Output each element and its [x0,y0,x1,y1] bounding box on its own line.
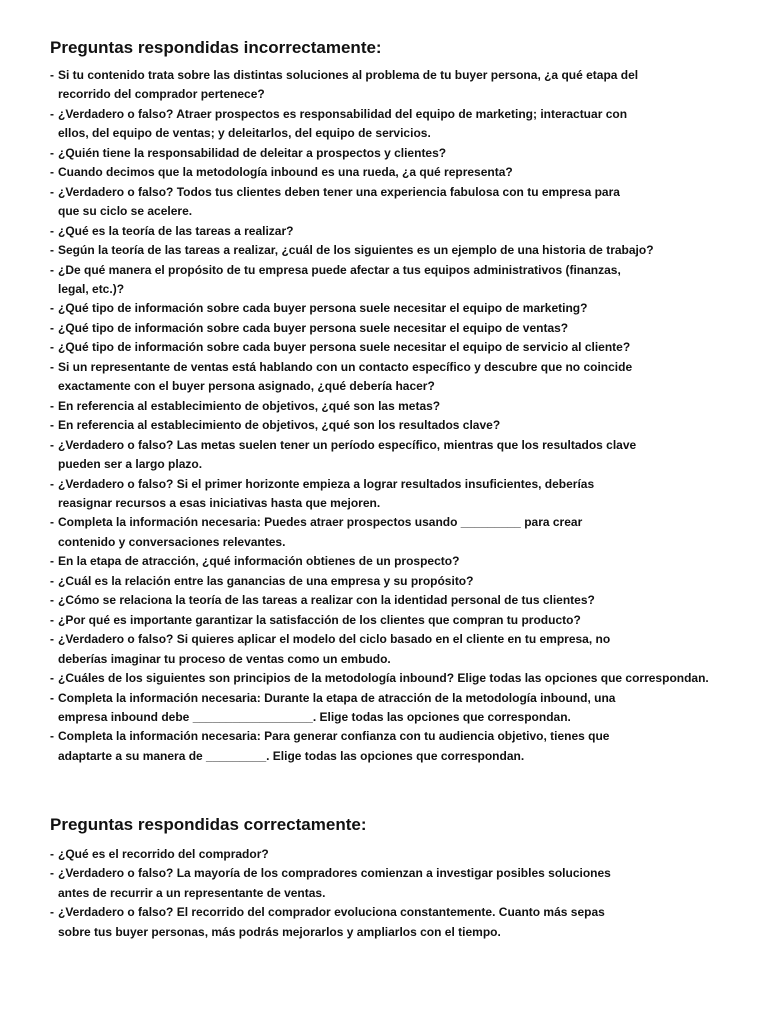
incorrect-questions-list [50,66,760,766]
question-item: - ¿Verdadero o falso? Todos tus clientes deben tener una experiencia fabulosa con tu empresa para que su ciclo se acelere. [50,183,760,222]
question-item: - ¿Verdadero o falso? El recorrido del comprador evoluciona constantemente. Cuanto más sepas sobre tus buyer personas, más podrás mejorarlos y ampliarlos con el tiempo. [50,903,760,942]
question-item: - ¿Qué tipo de información sobre cada buyer persona suele necesitar el equipo de marketing? [50,299,760,318]
question-item: - ¿Por qué es importante garantizar la satisfacción de los clientes que compran tu producto? [50,611,760,630]
question-item: - ¿Verdadero o falso? Si el primer horizonte empieza a lograr resultados insuficientes, deberías reasignar recursos a esas iniciativas hasta que mejoren. [50,475,760,514]
question-item: - Según la teoría de las tareas a realizar, ¿cuál de los siguientes es un ejemplo de una historia de trabajo? [50,241,760,260]
question-item: - ¿Verdadero o falso? Atraer prospectos es responsabilidad del equipo de marketing; interactuar con ellos, del equipo de ventas; y deleitarlos, del equipo de servicios. [50,105,760,144]
question-item: - ¿Cuál es la relación entre las ganancias de una empresa y su propósito? [50,572,760,591]
question-item: - En referencia al establecimiento de objetivos, ¿qué son las metas? [50,397,760,416]
question-item: - ¿Cuáles de los siguientes son principios de la metodología inbound? Elige todas las opciones que correspondan. [50,669,760,688]
question-item: - ¿Qué tipo de información sobre cada buyer persona suele necesitar el equipo de servicio al cliente? [50,338,760,357]
question-item: - Cuando decimos que la metodología inbound es una rueda, ¿a qué representa? [50,163,760,182]
question-item: - ¿Verdadero o falso? La mayoría de los compradores comienzan a investigar posibles soluciones antes de recurrir a un representante de ventas. [50,864,760,903]
question-item: - Completa la información necesaria: Durante la etapa de atracción de la metodología inbound, una empresa inbound debe __________________. Elige todas las opciones que correspondan. [50,689,760,728]
question-item: - Si un representante de ventas está hablando con un contacto específico y descubre que no coincide exactamente con el buyer persona asignado, ¿qué debería hacer? [50,358,760,397]
question-item: - ¿Quién tiene la responsabilidad de deleitar a prospectos y clientes? [50,144,760,163]
correct-questions-list [50,845,760,942]
correct-answers-heading: Preguntas respondidas correctamente: [50,815,367,834]
question-item: - En referencia al establecimiento de objetivos, ¿qué son los resultados clave? [50,416,760,435]
question-item: - Completa la información necesaria: Puedes atraer prospectos usando _________ para crear contenido y conversaciones relevantes. [50,513,760,552]
question-item: - ¿Verdadero o falso? Las metas suelen tener un período específico, mientras que los resultados clave pueden ser a largo plazo. [50,436,760,475]
question-item: - ¿Verdadero o falso? Si quieres aplicar el modelo del ciclo basado en el cliente en tu empresa, no deberías imaginar tu proceso de ventas como un embudo. [50,630,760,669]
question-item: - ¿Qué tipo de información sobre cada buyer persona suele necesitar el equipo de ventas? [50,319,760,338]
incorrect-answers-heading: Preguntas respondidas incorrectamente: [50,38,382,57]
question-item: - ¿Cómo se relaciona la teoría de las tareas a realizar con la identidad personal de tus clientes? [50,591,760,610]
question-item: - ¿Qué es la teoría de las tareas a realizar? [50,222,760,241]
question-item: - ¿De qué manera el propósito de tu empresa puede afectar a tus equipos administrativos (finanzas, legal, etc.)? [50,261,760,300]
question-item: - Si tu contenido trata sobre las distintas soluciones al problema de tu buyer persona, ¿a qué etapa del recorrido del comprador pertenece? [50,66,760,105]
question-item: - ¿Qué es el recorrido del comprador? [50,845,760,864]
question-item: - En la etapa de atracción, ¿qué información obtienes de un prospecto? [50,552,760,571]
question-item: - Completa la información necesaria: Para generar confianza con tu audiencia objetivo, tienes que adaptarte a su manera de _________. Elige todas las opciones que correspondan. [50,727,760,766]
